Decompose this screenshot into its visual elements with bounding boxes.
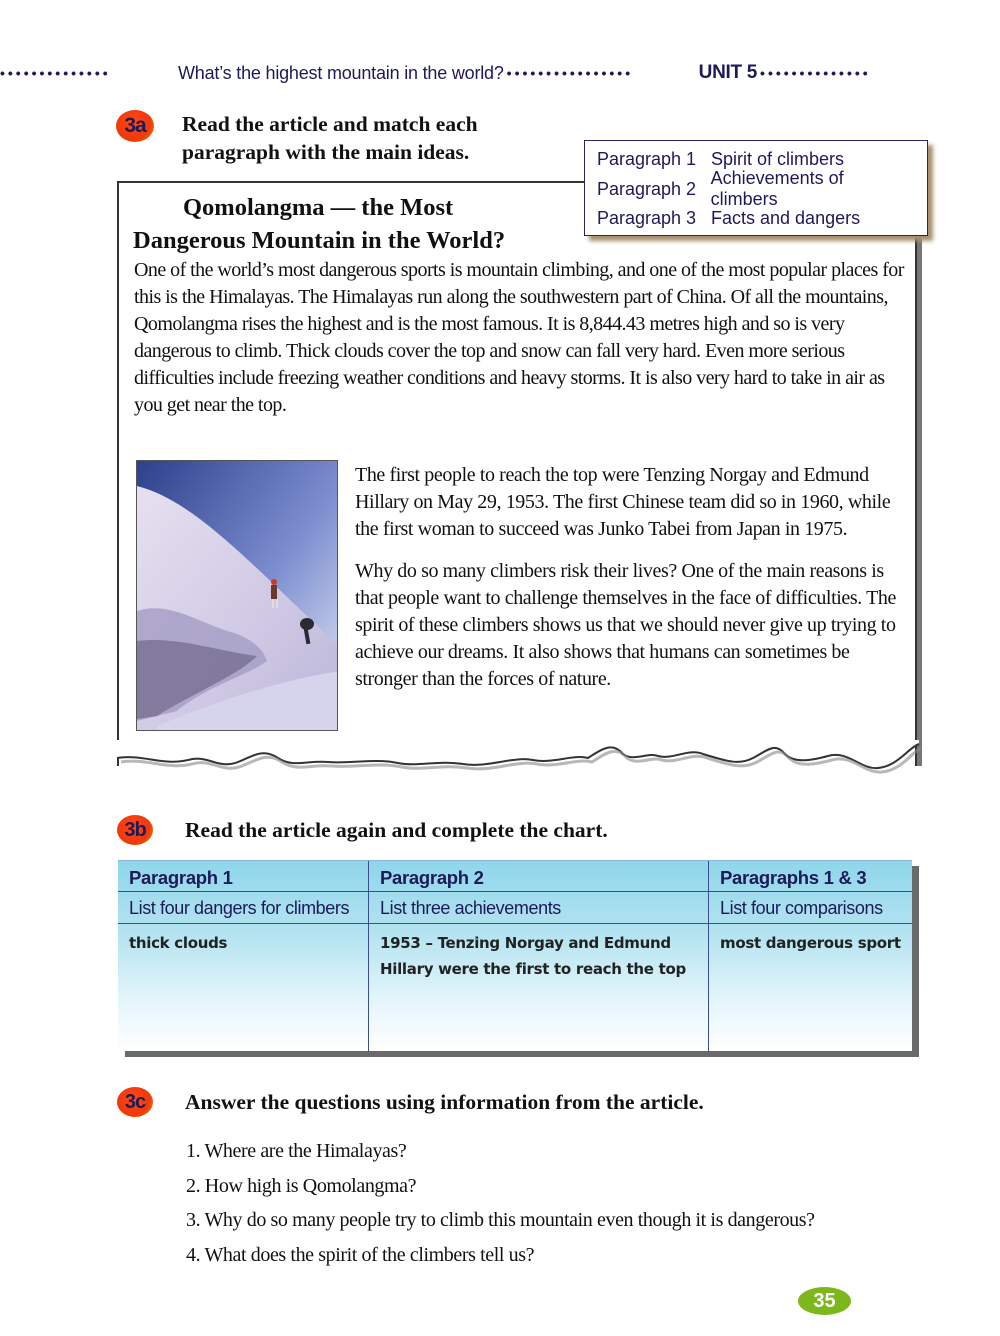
chart-column-subheader: List four comparisons — [709, 892, 912, 924]
chart-column-subheader: List four dangers for climbers — [118, 892, 368, 924]
instruction-3c: Answer the questions using information from the article. — [185, 1090, 704, 1114]
article-paragraph-1: One of the world’s most dangerous sports is mountain climbing, and one of the most popular places for this is the Himalayas. The Himalayas run along the southwestern part of China. Of all the mountains, Qomolangma rises the highest and is the most famous. It is 8,844.43 metres high and so is very dangerous to climb. Thick clouds cover the top and snow can fall very hard. Even more serious difficulties include freezing weather conditions and heavy storms. It is also very hard to take in air as you get near the top. — [134, 259, 904, 416]
idea-text: Achievements of climbers — [710, 168, 844, 210]
chart-answer-cell[interactable]: most dangerous sport — [720, 934, 901, 952]
question-item: 1. Where are the Himalayas? — [186, 1140, 407, 1162]
article-title-line1: Qomolangma — the Most — [183, 194, 454, 221]
page-number: 35 — [798, 1287, 851, 1315]
chart-column-subheader: List three achievements — [369, 892, 708, 924]
chart-answer-cell[interactable]: thick clouds — [129, 934, 228, 952]
idea-text: Facts and dangers — [711, 208, 861, 229]
idea-paragraph-label: Paragraph 2 — [597, 178, 697, 199]
completion-chart — [118, 860, 912, 1051]
instruction-3a-line1: Read the article and match each — [182, 112, 478, 136]
idea-paragraph-label: Paragraph 1 — [597, 149, 697, 170]
mountain-climbers-photo — [136, 460, 338, 731]
question-item: 2. How high is Qomolangma? — [186, 1174, 417, 1197]
header-title: What’s the highest mountain in the world? — [178, 62, 504, 83]
unit-label: UNIT 5 — [698, 62, 758, 83]
article-title-line2: Dangerous Mountain in the World? — [133, 227, 506, 254]
article-card — [117, 178, 917, 766]
chart-column-header: Paragraphs 1 & 3 — [709, 861, 912, 892]
main-ideas-box — [584, 140, 928, 236]
header-dots-left: •••••••••••••• — [0, 65, 111, 81]
question-item: 3. Why do so many people try to climb this mountain even though it is dangerous? — [186, 1209, 815, 1231]
question-list — [186, 1134, 815, 1272]
article-paragraph-2: The first people to reach the top were Tenzing Norgay and Edmund Hillary on May 29, 1953. The first Chinese team did so in 1960, while the first woman to succeed was Junko Tabei from Japan in 1975. — [355, 464, 891, 540]
section-badge-3b: 3b — [117, 815, 153, 845]
torn-paper-edge — [113, 740, 923, 780]
idea-row — [597, 168, 915, 210]
question-item: 4. What does the spirit of the climbers tell us? — [186, 1243, 535, 1266]
chart-column-header: Paragraph 2 — [369, 861, 708, 892]
chart-column-header: Paragraph 1 — [118, 861, 368, 892]
section-badge-3c: 3c — [117, 1087, 153, 1117]
section-badge-3a: 3a — [116, 110, 154, 142]
header-dots-right: •••••••••••••• — [760, 65, 871, 81]
idea-text: Spirit of climbers — [711, 149, 845, 170]
instruction-3a-line2: paragraph with the main ideas. — [182, 140, 470, 164]
article-title — [133, 191, 505, 257]
article-right-column — [355, 462, 903, 693]
instruction-3b: Read the article again and complete the chart. — [185, 818, 608, 842]
chart-column-paragraph-2 — [368, 861, 708, 1052]
chart-column-paragraph-1 — [118, 861, 368, 1052]
idea-paragraph-label: Paragraph 3 — [597, 208, 697, 229]
header-dots-mid: •••••••••••••••• — [506, 65, 634, 81]
instruction-3a — [182, 110, 478, 166]
running-header — [0, 58, 1000, 88]
article-paragraph-3: Why do so many climbers risk their lives? One of the main reasons is that people want to challenge themselves in the face of difficulties. The spirit of these climbers shows us that we should never give up trying to achieve our dreams. It also shows that humans can sometimes be stronger than the forces of nature. — [355, 560, 896, 690]
chart-column-paragraphs-1-3 — [708, 861, 912, 1052]
chart-answer-cell[interactable]: 1953 – Tenzing Norgay and Edmund Hillary were the first to reach the top — [380, 934, 686, 978]
